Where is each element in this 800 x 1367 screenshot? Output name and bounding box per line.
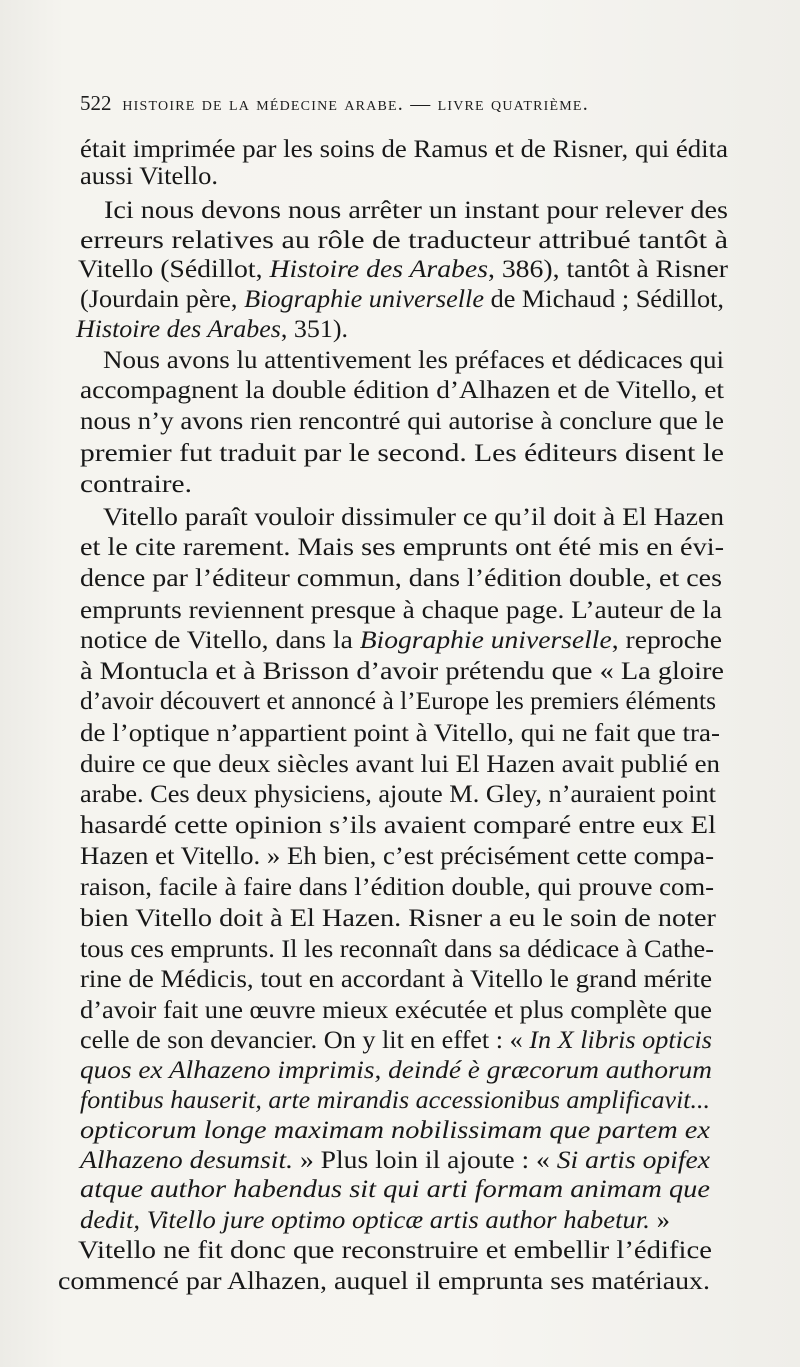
text-run: d’avoir découvert et annoncé à l’Europe les premiers éléments xyxy=(80,687,717,715)
text-run: dence par l’éditeur commun, dans l’édition double, et ces xyxy=(80,564,722,592)
text-run: bien Vitello doit à El Hazen. Risner a eu le soin de noter xyxy=(80,904,716,932)
text-line xyxy=(80,441,724,466)
text-run: nous n’y avons rien rencontré qui autorise à conclure que le xyxy=(80,407,724,435)
text-line xyxy=(80,598,722,623)
italic-run: dedit, Vitello jure optimo opticæ artis author habetur. xyxy=(80,1206,650,1234)
text-line xyxy=(80,752,720,777)
text-line xyxy=(104,198,728,223)
running-header xyxy=(80,91,700,116)
text-line xyxy=(80,1118,710,1143)
text-line xyxy=(80,1088,710,1113)
italic-run: Alhazeno desumsit. xyxy=(80,1146,294,1174)
text-line xyxy=(80,875,714,900)
text-line xyxy=(80,1028,712,1053)
text-run: et le cite rarement. Mais ses emprunts ont été mis en évi- xyxy=(80,533,725,561)
text-run: Vitello ne fit donc que reconstruire et embellir l’édifice xyxy=(78,1236,712,1264)
text-line xyxy=(80,1148,710,1173)
text-line xyxy=(80,844,714,869)
text-line xyxy=(80,1208,670,1233)
text-line xyxy=(80,721,720,746)
page-number: 522 xyxy=(80,91,112,115)
text-run: , 386), tantôt à Risner xyxy=(487,255,729,283)
text-line xyxy=(80,566,722,591)
text-run: (Jourdain père, xyxy=(80,285,245,313)
text-run: tous ces emprunts. Il les reconnaît dans sa dédicace à Cathe- xyxy=(80,935,714,963)
text-run: de l’optique n’appartient point à Vitello, qui ne fait que tra- xyxy=(80,719,721,747)
text-line xyxy=(80,228,728,253)
text-line xyxy=(80,659,724,684)
text-run: à Montucla et à Brisson d’avoir prétendu que « La gloire xyxy=(80,657,724,685)
text-run: premier fut traduit par le second. Les éditeurs disent le xyxy=(80,439,724,467)
italic-run: Si artis opifex xyxy=(556,1146,710,1174)
text-run: duire ce que deux siècles avant lui El Hazen avait publié en xyxy=(80,750,721,778)
text-line xyxy=(80,998,712,1023)
text-line xyxy=(58,1269,710,1294)
text-run: emprunts reviennent presque à chaque page. L’auteur de la xyxy=(80,596,722,624)
text-run: contraire. xyxy=(80,470,192,498)
text-line xyxy=(80,1177,710,1202)
italic-run: Histoire des Arabes xyxy=(76,315,281,343)
italic-run: Histoire des Arabes xyxy=(269,255,488,283)
italic-run: Biographie universelle xyxy=(359,626,612,654)
text-run: Hazen et Vitello. » Eh bien, c’est précisément cette compa- xyxy=(80,842,715,870)
text-line xyxy=(80,378,724,403)
text-run: » xyxy=(649,1206,670,1234)
text-run: de Michaud ; Sédillot, xyxy=(484,285,724,313)
text-line xyxy=(80,137,728,162)
italic-run: fontibus hauserit, arte mirandis accessionibus amplificavit... xyxy=(80,1086,711,1114)
text-line xyxy=(80,906,716,931)
text-run: raison, facile à faire dans l’édition double, qui prouve com- xyxy=(80,873,714,901)
italic-run: quos ex Alhazeno imprimis, deindé è græcorum authorum xyxy=(80,1056,712,1084)
text-line xyxy=(80,689,716,714)
text-line xyxy=(80,813,716,838)
text-run: erreurs relatives au rôle de traducteur attribué tantôt à xyxy=(80,226,729,254)
text-run: , reproche xyxy=(611,626,722,654)
text-run: était imprimée par les soins de Ramus et de Risner, qui édita xyxy=(80,135,728,163)
text-run: Vitello paraît vouloir dissimuler ce qu’il doit à El Hazen xyxy=(103,503,725,531)
text-run: aussi Vitello. xyxy=(80,162,219,190)
text-run: notice de Vitello, dans la xyxy=(80,626,360,654)
text-run: accompagnent la double édition d’Alhazen et de Vitello, et xyxy=(80,376,725,404)
text-run: Nous avons lu attentivement les préfaces et dédicaces qui xyxy=(103,346,725,374)
text-line xyxy=(78,1238,712,1263)
text-line xyxy=(80,937,714,962)
text-line xyxy=(103,505,724,530)
text-line xyxy=(76,317,348,342)
text-line xyxy=(103,348,724,373)
text-line xyxy=(80,782,716,807)
text-run: arabe. Ces deux physiciens, ajoute M. Gley, n’auraient point xyxy=(80,780,716,808)
italic-run: atque author habendus sit qui arti formam animam que xyxy=(80,1175,711,1203)
text-run: Vitello (Sédillot, xyxy=(78,255,270,283)
text-run: celle de son devancier. On y lit en effet : « xyxy=(80,1026,530,1054)
text-run: Ici nous devons nous arrêter un instant pour relever des xyxy=(104,196,728,224)
text-line xyxy=(80,409,724,434)
text-line xyxy=(80,164,218,189)
italic-run: Biographie universelle xyxy=(244,285,485,313)
text-run: d’avoir fait une œuvre mieux exécutée et plus complète que xyxy=(80,996,712,1024)
italic-run: In X libris opticis xyxy=(529,1026,712,1054)
text-line xyxy=(80,287,724,312)
text-run: , 351). xyxy=(280,315,349,343)
text-line xyxy=(78,257,728,282)
italic-run: opticorum longe maximam nobilissimam que partem ex xyxy=(80,1116,710,1144)
text-run: hasardé cette opinion s’ils avaient comparé entre eux El xyxy=(80,811,717,839)
text-run: » Plus loin il ajoute : « xyxy=(293,1146,557,1174)
text-line xyxy=(80,472,192,497)
running-title: histoire de la médecine arabe. — livre quatrième. xyxy=(122,93,589,115)
text-run: commencé par Alhazen, auquel il emprunta ses matériaux. xyxy=(58,1267,710,1295)
text-line xyxy=(80,967,712,992)
text-run: rine de Médicis, tout en accordant à Vitello le grand mérite xyxy=(80,965,713,993)
text-line xyxy=(80,1058,712,1083)
text-line xyxy=(80,535,724,560)
text-line xyxy=(80,628,722,653)
